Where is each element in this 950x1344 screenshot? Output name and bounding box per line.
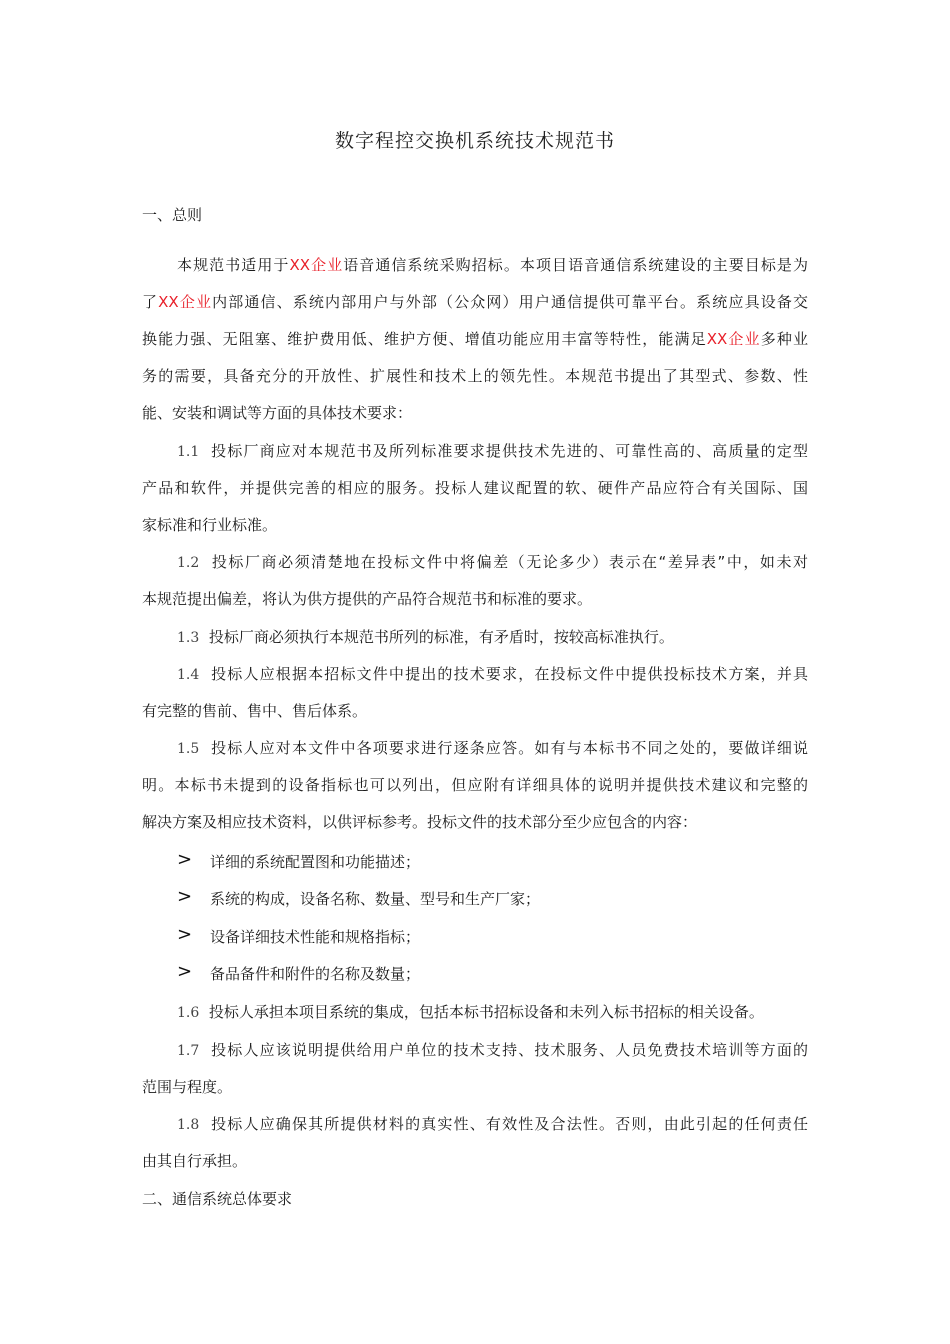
intro-line-1: 本规范书适用于XX企业语音通信系统采购招标。本项目语音通信系统建设的主要目标是为 (177, 256, 808, 274)
bullet-arrow-icon: > (177, 849, 193, 870)
clause-1-8-line-1: 1.8 投标人应确保其所提供材料的真实性、有效性及合法性。否则，由此引起的任何责任 (177, 1115, 808, 1133)
section-heading-system: 二、通信系统总体要求 (142, 1190, 293, 1208)
clause-1-1-line-1: 1.1 投标厂商应对本规范书及所列标准要求提供技术先进的、可靠性高的、高质量的定型 (177, 442, 808, 460)
company-placeholder: XX企业 (158, 293, 213, 311)
clause-1-8-line-2: 由其自行承担。 (142, 1152, 248, 1170)
clause-1-7-line-1: 1.7 投标人应该说明提供给用户单位的技术支持、技术服务、人员免费技术培训等方面的 (177, 1041, 808, 1059)
intro-line-3: 换能力强、无阻塞、维护费用低、维护方便、增值功能应用丰富等特性，能满足XX企业多种业 (142, 330, 808, 348)
clause-1-5-line-2: 明。本标书未提到的设备指标也可以列出，但应附有详细具体的说明并提供技术建议和完整的 (142, 776, 808, 794)
company-placeholder: XX企业 (289, 256, 344, 274)
clause-1-4-line-2: 有完整的售前、售中、售后体系。 (142, 702, 368, 720)
clause-1-5-line-1: 1.5 投标人应对本文件中各项要求进行逐条应答。如有与本标书不同之处的，要做详细说 (177, 739, 808, 757)
bullet-item: 设备详细技术性能和规格指标； (210, 928, 421, 946)
company-placeholder: XX企业 (706, 330, 761, 348)
bullet-item: 系统的构成，设备名称、数量、型号和生产厂家； (210, 890, 541, 908)
bullet-arrow-icon: > (177, 924, 193, 945)
clause-1-1-line-3: 家标准和行业标准。 (142, 516, 278, 534)
clause-1-4-line-1: 1.4 投标人应根据本招标文件中提出的技术要求，在投标文件中提供投标技术方案，并具 (177, 665, 808, 683)
document-title: 数字程控交换机系统技术规范书 (334, 130, 615, 152)
intro-line-2: 了XX企业内部通信、系统内部用户与外部（公众网）用户通信提供可靠平台。系统应具设备交 (142, 293, 808, 311)
clause-1-7-line-2: 范围与程度。 (142, 1078, 233, 1096)
clause-1-2-line-2: 本规范提出偏差，将认为供方提供的产品符合规范书和标准的要求。 (142, 590, 593, 608)
clause-1-1-line-2: 产品和软件，并提供完善的相应的服务。投标人建议配置的软、硬件产品应符合有关国际、国 (142, 479, 808, 497)
intro-line-4: 务的需要，具备充分的开放性、扩展性和技术上的领先性。本规范书提出了其型式、参数、性 (142, 367, 808, 385)
bullet-arrow-icon: > (177, 886, 193, 907)
bullet-item: 备品备件和附件的名称及数量； (210, 965, 421, 983)
bullet-item: 详细的系统配置图和功能描述； (210, 853, 421, 871)
bullet-arrow-icon: > (177, 961, 193, 982)
clause-1-3-line-1: 1.3 投标厂商必须执行本规范书所列的标准，有矛盾时，按较高标准执行。 (177, 628, 674, 646)
clause-1-5-line-3: 解决方案及相应技术资料，以供评标参考。投标文件的技术部分至少应包含的内容： (142, 813, 698, 831)
clause-1-6-line-1: 1.6 投标人承担本项目系统的集成，包括本标书招标设备和未列入标书招标的相关设备。 (177, 1003, 764, 1021)
section-heading-general: 一、总则 (142, 206, 203, 224)
clause-1-2-line-1: 1.2 投标厂商必须清楚地在投标文件中将偏差（无论多少）表示在“差异表”中，如未对 (177, 553, 808, 571)
intro-line-5: 能、安装和调试等方面的具体技术要求： (142, 404, 413, 422)
